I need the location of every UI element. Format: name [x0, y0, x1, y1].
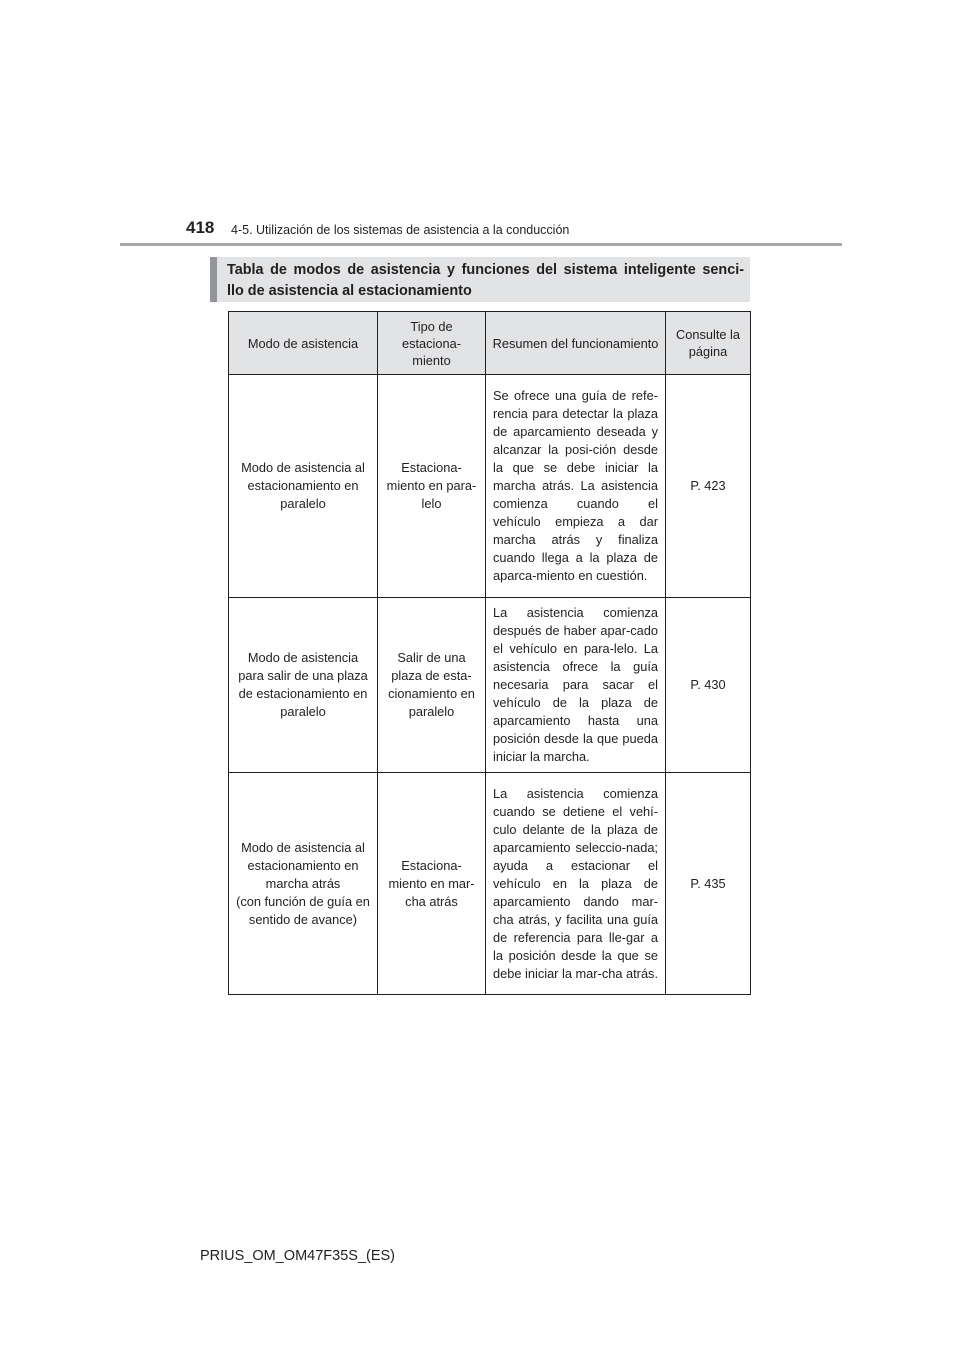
page-number: 418 [186, 218, 215, 237]
section-title: 4-5. Utilización de los sistemas de asistencia a la conducción [231, 223, 570, 237]
summary-cell: La asistencia comienza cuando se detiene el vehí-culo delante de la plaza de aparcamiento seleccio-nada; ayuda a estacionar el vehículo en la plaza de aparcamiento dando mar-cha atrás, y facilita una guía de referencia para lle-gar a la posición desde la que se debe iniciar la mar-cha atrás. [486, 773, 666, 995]
mode-label: Modo de asistencia para salir de una plaza de estacionamiento en paralelo [238, 650, 368, 719]
mode-note: (con función de guía en sentido de avance) [236, 893, 370, 927]
table-header-row [229, 312, 751, 375]
assist-modes-table [228, 311, 751, 995]
summary-cell: La asistencia comienza después de haber apar-cado el vehículo en para-lelo. La asistencia ofrece la guía necesaria para sacar el vehículo de la plaza de aparcamiento hasta una posición desde la que pueda iniciar la marcha. [486, 598, 666, 773]
document-code: PRIUS_OM_OM47F35S_(ES) [200, 1248, 396, 1264]
header-rule [120, 243, 842, 246]
page-reference: P. 423 [666, 375, 751, 598]
table-row [229, 598, 751, 773]
table-heading [210, 257, 750, 302]
type-cell: Estaciona-miento en para-lelo [378, 375, 486, 598]
column-header-page: Consulte la página [666, 312, 751, 375]
page-reference: P. 430 [666, 598, 751, 773]
column-header-summary: Resumen del funcionamiento [486, 312, 666, 375]
summary-cell: Se ofrece una guía de refe-rencia para detectar la plaza de aparcamiento deseada y alcanzar la posi-ción desde la que se debe iniciar la marcha atrás. La asistencia comienza cuando el vehículo empieza a dar marcha atrás y finaliza cuando llega a la plaza de aparca-miento en cuestión. [486, 375, 666, 598]
mode-cell [229, 375, 378, 598]
mode-cell [229, 773, 378, 995]
mode-label: Modo de asistencia al estacionamiento en marcha atrás [241, 839, 365, 891]
table-row [229, 375, 751, 598]
type-cell: Estaciona-miento en mar-cha atrás [378, 773, 486, 995]
table-row [229, 773, 751, 995]
column-header-mode: Modo de asistencia [229, 312, 378, 375]
table-heading-line-2: llo de asistencia al estacionamiento [227, 283, 472, 299]
mode-cell [229, 598, 378, 773]
page-reference: P. 435 [666, 773, 751, 995]
column-header-type: Tipo de estaciona-miento [378, 312, 486, 375]
table-heading-line-1: Tabla de modos de asistencia y funciones del sistema inteligente senci- [227, 262, 744, 278]
mode-label: Modo de asistencia al estacionamiento en paralelo [241, 460, 365, 511]
type-cell: Salir de una plaza de esta-cionamiento en paralelo [378, 598, 486, 773]
